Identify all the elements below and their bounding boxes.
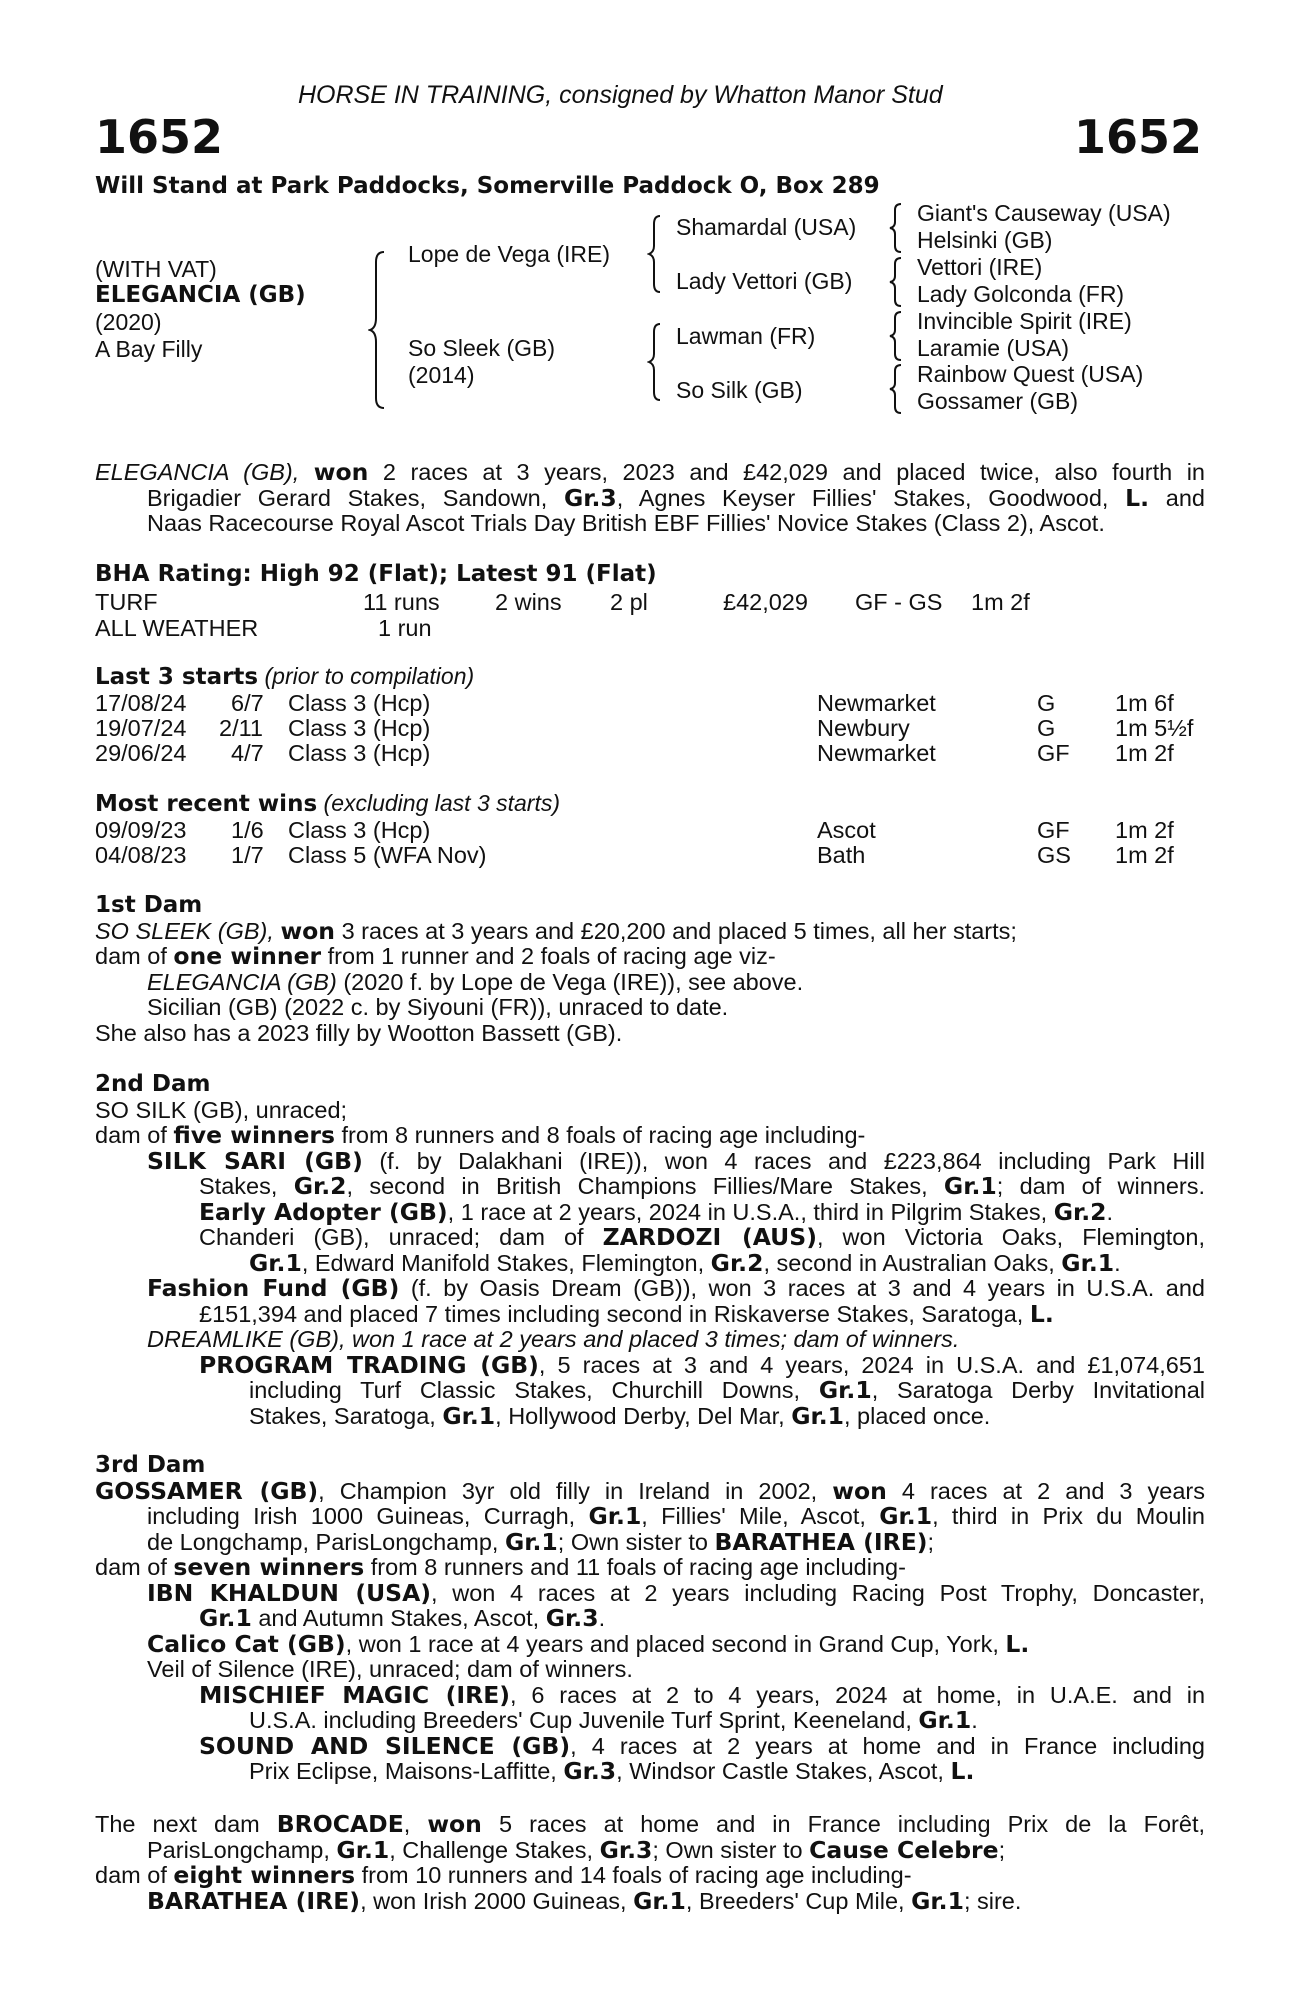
dam-dam: So Silk (GB) xyxy=(676,377,803,403)
ggs-3: Vettori (IRE) xyxy=(917,254,1043,280)
recent-wins-heading: Most recent wins (excluding last 3 starts) xyxy=(95,790,561,817)
ggs-4: Lady Golconda (FR) xyxy=(917,281,1125,307)
ggs-2: Helsinki (GB) xyxy=(917,227,1053,253)
last3-heading: Last 3 starts (prior to compilation) xyxy=(95,663,475,690)
location-line: Will Stand at Park Paddocks, Somerville Paddock O, Box 289 xyxy=(95,173,880,199)
dam-name: So Sleek (GB) xyxy=(408,335,555,361)
sire-name: Lope de Vega (IRE) xyxy=(408,241,611,267)
race-summary: ELEGANCIA (GB), won 2 races at 3 years, 2023 and £42,029 and placed twice, also fourth in Brigadier Gerard Stakes, Sandown, Gr.3, Agnes Keyser Fillies' Stakes, Goodwood, L. and Naas Racecourse Royal Ascot Trials Day British EBF Fillies' Novice Stakes (Class 2), Ascot. xyxy=(95,458,1206,536)
dd-brace xyxy=(888,363,904,415)
next-dam-section: The next dam BROCADE, won 5 races at home and in France including Prix de la Forêt, ParisLongchamp, Gr.1, Challenge Stakes, Gr.3; Own sister to Cause Celebre; dam of eight winners from 10 runners and 14 foals of racing age including- BARATHEA (IRE), won Irish 2000 Guineas, Gr.1, Breeders' Cup Mile, Gr.1; sire. xyxy=(95,1810,1206,1915)
ds-brace xyxy=(888,310,904,362)
ggs-5: Invincible Spirit (IRE) xyxy=(917,308,1132,334)
lot-number-left: 1652 xyxy=(95,110,224,164)
ggs-1: Giant's Causeway (USA) xyxy=(917,200,1171,226)
main-brace xyxy=(368,250,388,410)
horse-description: A Bay Filly xyxy=(95,336,203,362)
sd-brace xyxy=(888,256,904,308)
sire-sire: Shamardal (USA) xyxy=(676,214,857,240)
horse-name: ELEGANCIA (GB) xyxy=(95,282,306,308)
horse-year: (2020) xyxy=(95,309,162,335)
ggs-6: Laramie (USA) xyxy=(917,335,1070,361)
sire-brace xyxy=(647,214,663,294)
vat-note: (WITH VAT) xyxy=(95,256,217,282)
first-dam-section: 1st Dam SO SLEEK (GB), won 3 races at 3 years and £20,200 and placed 5 times, all her starts; dam of one winner from 1 runner and 2 foals of racing age viz- ELEGANCIA (GB) (2020 f. by Lope de Vega (IRE)), see above. Sicilian (GB) (2022 c. by Siyouni (FR)), unraced to date. She also has a 2023 filly by Wootton Bassett (GB). xyxy=(95,892,1017,1046)
consignment-line: HORSE IN TRAINING, consigned by Whatton Manor Stud xyxy=(298,81,943,109)
ss-brace xyxy=(888,202,904,254)
third-dam-section: 3rd Dam GOSSAMER (GB), Champion 3yr old filly in Ireland in 2002, won 4 races at 2 and 3 years including Irish 1000 Guineas, Curragh, Gr.1, Fillies' Mile, Ascot, Gr.1, third in Prix du Moulin de Longchamp, ParisLongchamp, Gr.1; Own sister to BARATHEA (IRE); dam of seven winners from 8 runners and 11 foals of racing age including- IBN KHALDUN (USA), won 4 races at 2 years including Racing Post Trophy, Doncaster, Gr.1 and Autumn Stakes, Ascot, Gr.3. Calico Cat (GB), won 1 race at 4 years and placed second in Grand Cup, York, L. Veil of Silence (IRE), unraced; dam of winners. MISCHIEF MAGIC (IRE), 6 races at 2 to 4 years, 2024 at home, in U.A.E. and in U.S.A. including Breeders' Cup Juvenile Turf Sprint, Keeneland, Gr.1. SOUND AND SILENCE (GB), 4 races at 2 years at home and in France including Prix Eclipse, Maisons-Laffitte, Gr.3, Windsor Castle Stakes, Ascot, L. xyxy=(95,1452,1206,1785)
ggs-8: Gossamer (GB) xyxy=(917,388,1079,414)
rating-heading: BHA Rating: High 92 (Flat); Latest 91 (Flat) xyxy=(95,561,657,587)
ggs-7: Rainbow Quest (USA) xyxy=(917,361,1144,387)
sire-dam: Lady Vettori (GB) xyxy=(676,268,853,294)
lot-number-right: 1652 xyxy=(1073,110,1202,164)
dam-year: (2014) xyxy=(408,362,475,388)
dam-brace xyxy=(647,322,663,402)
dam-sire: Lawman (FR) xyxy=(676,323,816,349)
second-dam-section: 2nd Dam SO SILK (GB), unraced; dam of five winners from 8 runners and 8 foals of racing age including- SILK SARI (GB) (f. by Dalakhani (IRE)), won 4 races and £223,864 including Park Hill Stakes, Gr.2, second in British Champions Fillies/Mare Stakes, Gr.1; dam of winners. Early Adopter (GB), 1 race at 2 years, 2024 in U.S.A., third in Pilgrim Stakes, Gr.2. Chanderi (GB), unraced; dam of ZARDOZI (AUS), won Victoria Oaks, Flemington, Gr.1, Edward Manifold Stakes, Flemington, Gr.2, second in Australian Oaks, Gr.1. Fashion Fund (GB) (f. by Oasis Dream (GB)), won 3 races at 3 and 4 years in U.S.A. and £151,394 and placed 7 times including second in Riskaverse Stakes, Saratoga, L. DREAMLIKE (GB), won 1 race at 2 years and placed 3 times; dam of winners. PROGRAM TRADING (GB), 5 races at 3 and 4 years, 2024 in U.S.A. and £1,074,651 including Turf Classic Stakes, Churchill Downs, Gr.1, Saratoga Derby Invitational Stakes, Saratoga, Gr.1, Hollywood Derby, Del Mar, Gr.1, placed once. xyxy=(95,1071,1206,1430)
